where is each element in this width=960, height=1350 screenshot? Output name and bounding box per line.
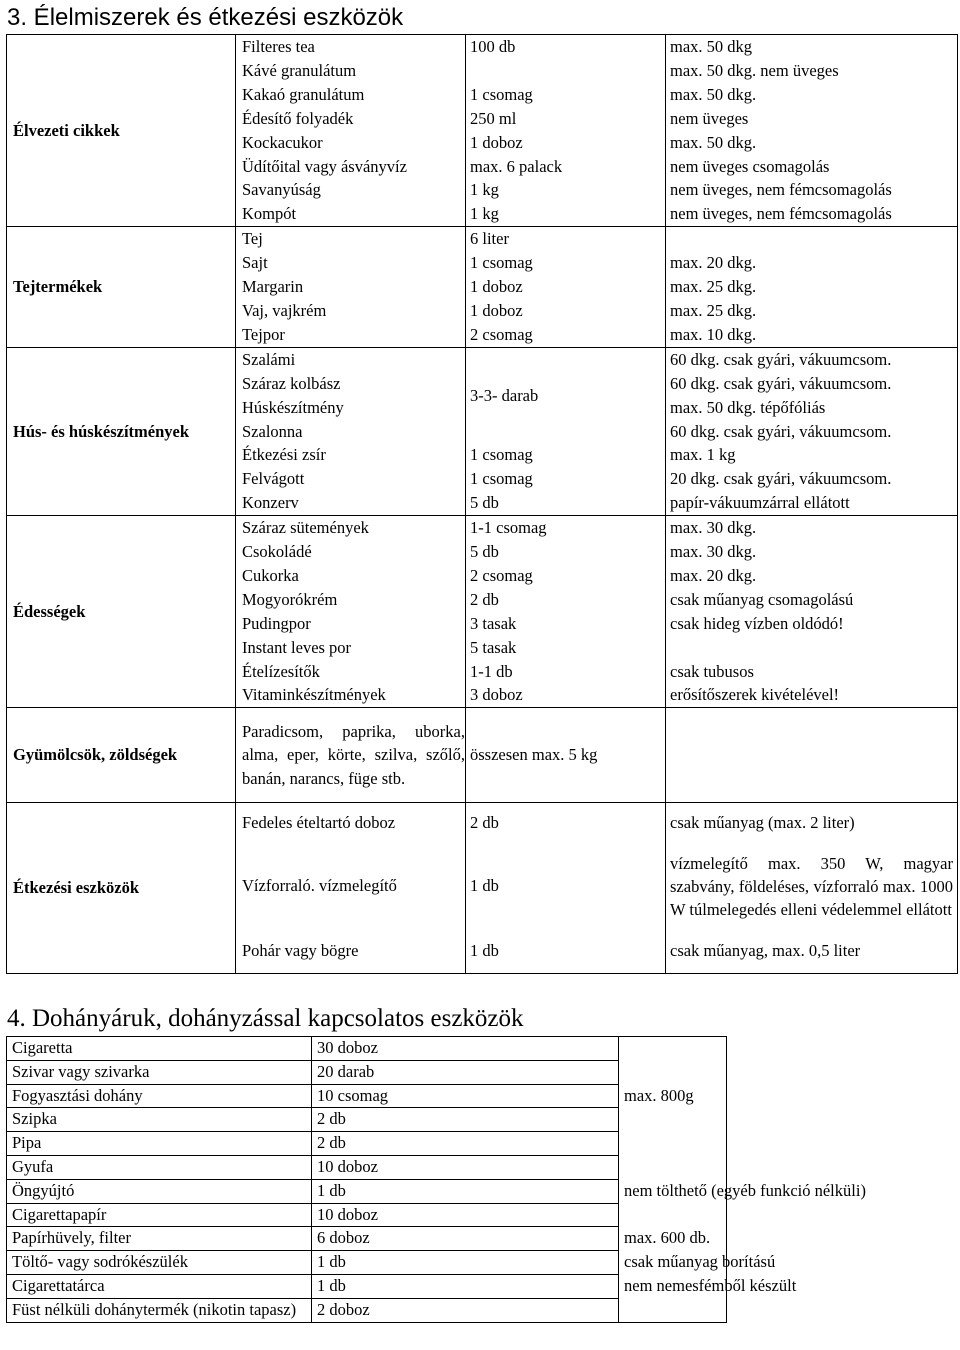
- quantity-cell: 10 doboz: [312, 1155, 619, 1179]
- table-row: [7, 1179, 727, 1203]
- item-cell: Füst nélküli dohánytermék (nikotin tapasz): [7, 1298, 312, 1322]
- quantity-cell: 1 db: [466, 929, 666, 974]
- item-cell: Tej: [236, 227, 466, 251]
- note-cell: [619, 1037, 727, 1061]
- quantity-cell: összesen max. 5 kg: [466, 708, 666, 803]
- quantity-cell: 5 db: [466, 540, 666, 564]
- note-cell: max. 50 dkg. nem üveges: [670, 60, 839, 80]
- item-cell: Pohár vagy bögre: [236, 929, 466, 974]
- tobacco-items-table: [6, 1036, 866, 1323]
- table-row: [7, 1037, 727, 1061]
- item-cell: Fedeles ételtartó doboz: [236, 803, 466, 844]
- note-cell: [619, 1298, 727, 1322]
- table-row: [7, 1132, 727, 1156]
- item-cell: Édesítő folyadék: [236, 107, 466, 131]
- note-cell: max. 1 kg: [670, 445, 736, 465]
- note-cell: erősítőszerek kivételével!: [666, 683, 958, 707]
- quantity-cell: 1-1 db: [466, 660, 666, 684]
- quantity-cell: 1 db: [312, 1274, 619, 1298]
- quantity-cell: 2 csomag: [466, 564, 666, 588]
- item-cell: Szalonna: [236, 420, 466, 444]
- quantity-cell: [466, 59, 666, 83]
- item-cell: Filteres tea: [236, 35, 466, 59]
- quantity-cell: 1 kg: [466, 178, 666, 202]
- note-cell: nem üveges, nem fémcsomagolás: [666, 202, 958, 226]
- quantity-cell: 1 doboz: [466, 275, 666, 299]
- note-cell: csak műanyag (max. 2 liter): [670, 813, 855, 833]
- note-cell: [666, 227, 958, 251]
- quantity-cell: 100 db: [466, 35, 666, 59]
- quantity-cell: 6 liter: [466, 227, 666, 251]
- item-cell: Paradicsom, paprika, uborka, alma, eper, körte, szilva, szőlő, banán, narancs, füge stb.: [236, 708, 466, 803]
- item-cell: Vitaminkészítmények: [236, 683, 466, 707]
- quantity-cell: 1-1 csomag: [466, 516, 666, 540]
- note-cell: max. 50 dkg. tépőfóliás: [670, 397, 826, 417]
- table-row: [7, 35, 958, 59]
- category-cell: Gyümölcsök, zöldségek: [7, 708, 236, 803]
- item-cell: Cigarettapapír: [7, 1203, 312, 1227]
- table-row: [7, 347, 958, 371]
- note-cell: max. 30 dkg.: [670, 542, 757, 562]
- note-cell: max. 50 dkg: [670, 37, 753, 56]
- item-cell: Vízforraló. vízmelegítő: [236, 843, 466, 929]
- item-cell: Cukorka: [236, 564, 466, 588]
- item-cell: Kockacukor: [236, 131, 466, 155]
- quantity-cell: 1 db: [312, 1179, 619, 1203]
- note-cell: 60 dkg. csak gyári, vákuumcsom.: [670, 421, 892, 441]
- item-cell: Szivar vagy szivarka: [7, 1060, 312, 1084]
- quantity-cell: 2 db: [466, 803, 666, 844]
- category-cell: Hús- és húskészítmények: [7, 347, 236, 515]
- table-row: [7, 1203, 727, 1227]
- note-cell: [619, 1132, 727, 1156]
- item-cell: Konzerv: [236, 491, 466, 515]
- item-cell: Margarin: [236, 275, 466, 299]
- quantity-cell: 20 darab: [312, 1060, 619, 1084]
- table-row: [7, 1108, 727, 1132]
- quantity-cell: 250 ml: [466, 107, 666, 131]
- note-cell: max. 25 dkg.: [670, 277, 757, 297]
- item-cell: Szalámi: [236, 347, 466, 371]
- note-cell: max. 25 dkg.: [670, 300, 757, 320]
- note-cell: max. 20 dkg.: [670, 565, 757, 585]
- quantity-cell: max. 6 palack: [466, 155, 666, 179]
- quantity-cell: 5 db: [466, 491, 666, 515]
- table-row: [7, 516, 958, 540]
- table-row: [7, 1227, 727, 1251]
- quantity-cell: 1 db: [466, 843, 666, 929]
- item-cell: Kakaó granulátum: [236, 83, 466, 107]
- quantity-cell: 2 db: [312, 1108, 619, 1132]
- note-cell: csak műanyag borítású: [624, 1252, 776, 1272]
- note-cell: [666, 636, 958, 660]
- quantity-cell: 10 csomag: [312, 1084, 619, 1108]
- note-cell: nem üveges, nem fémcsomagolás: [670, 180, 892, 200]
- item-cell: Csokoládé: [236, 540, 466, 564]
- table-row: [7, 708, 958, 803]
- note-cell: max. 30 dkg.: [670, 518, 757, 538]
- note-cell: 20 dkg. csak gyári, vákuumcsom.: [670, 469, 892, 489]
- quantity-cell: 1 db: [312, 1251, 619, 1275]
- category-cell: Tejtermékek: [7, 227, 236, 348]
- item-cell: Kompót: [236, 202, 466, 226]
- note-cell: max. 50 dkg.: [670, 132, 757, 152]
- item-cell: Fogyasztási dohány: [7, 1084, 312, 1108]
- table-row: [7, 1155, 727, 1179]
- quantity-cell: 1 csomag: [466, 467, 666, 491]
- quantity-cell: 6 doboz: [312, 1227, 619, 1251]
- table-row: [7, 1298, 727, 1322]
- item-cell: Cigarettatárca: [7, 1274, 312, 1298]
- note-cell: [619, 1060, 727, 1084]
- item-cell: Mogyorókrém: [236, 588, 466, 612]
- note-cell: csak tubusos: [670, 661, 754, 681]
- category-cell: Élvezeti cikkek: [7, 35, 236, 227]
- item-cell: Tejpor: [236, 323, 466, 347]
- quantity-cell: 2 doboz: [312, 1298, 619, 1322]
- note-cell: max. 800g: [624, 1085, 694, 1105]
- item-cell: Cigaretta: [7, 1037, 312, 1061]
- quantity-cell: 5 tasak: [466, 636, 666, 660]
- item-cell: Öngyújtó: [7, 1179, 312, 1203]
- note-cell: 60 dkg. csak gyári, vákuumcsom.: [670, 373, 892, 393]
- item-cell: Papírhüvely, filter: [7, 1227, 312, 1251]
- item-cell: Száraz sütemények: [236, 516, 466, 540]
- note-cell: csak hideg vízben oldódó!: [670, 613, 844, 633]
- item-cell: Sajt: [236, 251, 466, 275]
- item-cell: Pudingpor: [236, 612, 466, 636]
- item-cell: Száraz kolbász: [236, 372, 466, 396]
- quantity-cell: 3 doboz: [466, 683, 666, 707]
- quantity-cell: 1 csomag: [466, 251, 666, 275]
- section-4-title: 4. Dohányáruk, dohányzással kapcsolatos eszközök: [7, 1005, 524, 1032]
- quantity-cell: 2 db: [466, 588, 666, 612]
- quantity-cell: 1 doboz: [466, 299, 666, 323]
- note-cell: vízmelegítő max. 350 W, magyar szabvány, földeléses, vízforraló max. 1000 W túlmelegedés elleni védelemmel ellátott: [670, 853, 953, 919]
- item-cell: Vaj, vajkrém: [236, 299, 466, 323]
- note-cell: csak műanyag csomagolású: [670, 589, 854, 609]
- quantity-cell: 2 csomag: [466, 323, 666, 347]
- table-row: [7, 1274, 727, 1298]
- item-cell: Ételízesítők: [236, 660, 466, 684]
- table-row: [7, 227, 958, 251]
- table-row: [7, 803, 958, 844]
- item-cell: Húskészítmény: [236, 396, 466, 420]
- quantity-cell: 3-3- darab: [466, 347, 666, 443]
- note-cell: max. 20 dkg.: [670, 253, 757, 273]
- category-cell: Édességek: [7, 516, 236, 708]
- note-cell: [619, 1108, 727, 1132]
- note-cell: [619, 1203, 727, 1227]
- note-cell: nem nemesfémből készült: [624, 1275, 797, 1295]
- quantity-cell: 3 tasak: [466, 612, 666, 636]
- note-cell: nem üveges: [670, 108, 749, 128]
- note-cell: csak műanyag, max. 0,5 liter: [670, 941, 861, 961]
- section-3-title: 3. Élelmiszerek és étkezési eszközök: [7, 4, 404, 31]
- quantity-cell: 1 csomag: [466, 443, 666, 467]
- quantity-cell: 1 kg: [466, 202, 666, 226]
- quantity-cell: 30 doboz: [312, 1037, 619, 1061]
- item-cell: Üdítőital vagy ásványvíz: [236, 155, 466, 179]
- table-row: [7, 1084, 727, 1108]
- item-cell: Gyufa: [7, 1155, 312, 1179]
- note-cell: max. 600 db.: [624, 1228, 711, 1248]
- item-cell: Étkezési zsír: [236, 443, 466, 467]
- quantity-cell: 1 doboz: [466, 131, 666, 155]
- item-cell: Szipka: [7, 1108, 312, 1132]
- item-cell: Felvágott: [236, 467, 466, 491]
- food-items-table: [6, 34, 958, 974]
- item-cell: Töltő- vagy sodrókészülék: [7, 1251, 312, 1275]
- quantity-cell: 10 doboz: [312, 1203, 619, 1227]
- note-cell: [619, 1155, 727, 1179]
- note-cell: max. 10 dkg.: [666, 323, 958, 347]
- note-cell: papír-vákuumzárral ellátott: [666, 491, 958, 515]
- note-cell: max. 50 dkg.: [670, 84, 757, 104]
- item-cell: Pipa: [7, 1132, 312, 1156]
- quantity-cell: 1 csomag: [466, 83, 666, 107]
- category-cell: Étkezési eszközök: [7, 803, 236, 974]
- note-cell: nem tölthető (egyéb funkció nélküli): [624, 1180, 866, 1200]
- item-cell: Kávé granulátum: [236, 59, 466, 83]
- item-cell: Instant leves por: [236, 636, 466, 660]
- note-cell: 60 dkg. csak gyári, vákuumcsom.: [670, 349, 892, 369]
- note-cell: [666, 708, 958, 803]
- table-row: [7, 1251, 727, 1275]
- note-cell: nem üveges csomagolás: [670, 156, 830, 176]
- quantity-cell: 2 db: [312, 1132, 619, 1156]
- item-cell: Savanyúság: [236, 178, 466, 202]
- table-row: [7, 1060, 727, 1084]
